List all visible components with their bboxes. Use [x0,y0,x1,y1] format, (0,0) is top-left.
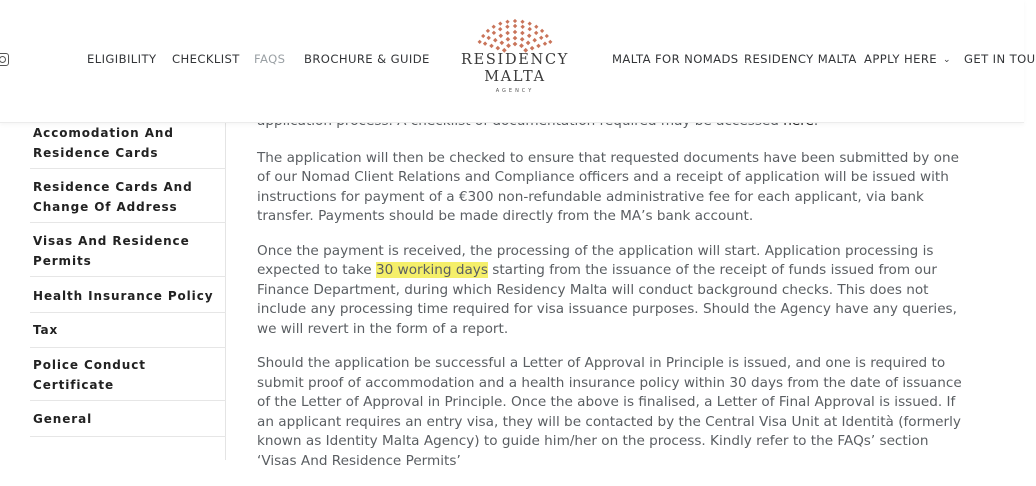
chevron-down-icon: ⌄ [943,55,951,65]
logo-tile [492,25,496,29]
logo-tile [513,42,518,47]
logo-tile [520,20,524,24]
logo-tile [539,36,543,40]
logo-tile [520,31,525,36]
processing-text-before: Once the payment is received, the processing of the application will start. Application processing is expected to take [257,242,934,278]
residency-malta-logo[interactable] [455,14,575,100]
working-days-highlight: 30 working days [375,262,488,278]
logo-tile [532,38,537,43]
nav-checklist[interactable]: CHECKLIST [172,52,240,66]
logo-tile [505,20,509,24]
paragraph-application-check: The application will then be checked to ensure that requested documents have been submitted by one of our Nomad Client Relations and Compliance officers and a receipt of application will be issued with instructions for payment of a €300 non-refundable administrative fee for each applicant, via bank transfer. Payments should be made directly from the MA’s bank account. [257,149,959,224]
logo-tile [534,25,538,29]
logo-tile [489,44,494,49]
paragraph-approval: Should the application be successful a Letter of Approval in Principle is issued, and one is required to submit proof of accommodation and a health insurance policy within 30 days from the date of issuance of the Letter of Approval in Principle. Once the above is finalised, a Letter of Final Approval is issued. If an applicant requires an entry visa, they will be contacted by the Central Visa Unit at Identità (formerly known as Identity Malta Agency) to guide him/her on the process. Kindly refer to the FAQs’ section ‘Visas And Residence Permits’ [257,355,962,469]
sidebar-item-accommodation[interactable]: Accomodation And Residence Cards [30,123,226,169]
logo-agency-text: AGENCY [495,88,535,94]
nav-brochure-guide[interactable]: BROCHURE & GUIDE [304,52,430,66]
logo-tile [543,42,547,46]
sidebar-item-residence-cards[interactable]: Residence Cards And Change Of Address [30,177,226,223]
logo-tile [506,37,511,42]
logo-tile [540,29,544,33]
logo-tile [526,41,531,46]
paragraph-processing [257,242,969,340]
logo-title: RESIDENCY [460,52,570,68]
logo-tile [505,25,509,29]
sidebar-item-tax[interactable]: Tax [30,320,226,348]
logo-tile [520,37,525,42]
nav-faqs[interactable]: FAQS [254,52,286,66]
logo-tile [528,27,532,31]
logo-tile [498,27,502,31]
logo-tile [499,34,504,39]
logo-tile [493,38,498,43]
logo-tile [487,36,491,40]
logo-tile [513,24,517,28]
nav-apply-here[interactable] [864,52,951,66]
logo-subtitle: MALTA [484,69,546,85]
logo-tile [545,34,549,38]
nav-apply-here-label: APPLY HERE [864,52,938,66]
logo-tile [478,40,482,44]
logo-tile [498,21,502,25]
logo-tile [534,31,538,35]
logo-tile [513,36,518,41]
logo-mosaic-icon [475,16,555,50]
nav-residency-malta[interactable]: RESIDENCY MALTA [744,52,857,66]
logo-tile [520,25,524,29]
nav-malta-for-nomads[interactable]: MALTA FOR NOMADS [612,52,739,66]
processing-text-after: starting from the issuance of the receipt of funds issued from our Finance Department, during which Residency Malta will conduct background checks. This does not include any processing time required for visa issuance purposes. Should the Agency have any queries, we will revert in the form of a report. [257,262,957,337]
site-header [0,0,1036,123]
logo-tile [519,43,524,48]
sidebar-item-visas[interactable]: Visas And Residence Permits [30,231,226,277]
logo-tile [506,43,511,48]
logo-tile [492,31,496,35]
instagram-icon[interactable] [0,53,9,66]
nav-eligibility[interactable]: ELIGIBILITY [87,52,157,66]
logo-tile [499,40,504,45]
nav-get-in-touch[interactable]: GET IN TOU [964,52,1036,66]
logo-tile [536,44,541,49]
sidebar-item-general[interactable]: General [30,409,226,437]
logo-tile [483,41,487,45]
logo-tile [495,46,500,51]
logo-tile [527,34,532,39]
logo-tile [486,29,490,33]
logo-tile [481,34,485,38]
logo-tile [513,30,518,35]
logo-tile [505,31,510,36]
logo-tile [513,19,517,23]
sidebar-item-health-insurance[interactable]: Health Insurance Policy [30,286,226,313]
faq-sidebar [30,118,226,460]
faq-answer-content [257,112,969,486]
sidebar-item-police-conduct[interactable]: Police Conduct Certificate [30,355,226,401]
logo-tile [530,46,535,51]
logo-tile [528,21,532,25]
logo-tile [548,40,552,44]
